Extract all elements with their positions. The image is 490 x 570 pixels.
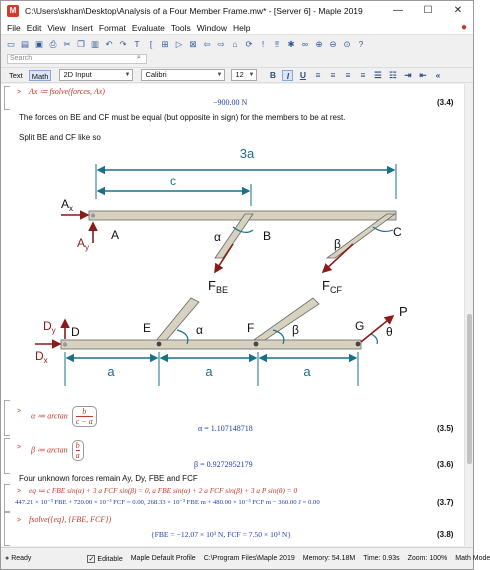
execute-all-icon[interactable]: ‼ bbox=[274, 39, 280, 49]
bullet-list-icon[interactable]: ☰ bbox=[374, 69, 382, 80]
chevron-down-icon: ▼ bbox=[216, 72, 223, 78]
eq1-label: (3.4) bbox=[437, 98, 454, 107]
prompt-2 bbox=[17, 406, 21, 415]
menu-insert[interactable]: Insert bbox=[71, 22, 93, 33]
back-icon[interactable]: ⇦ bbox=[203, 39, 211, 49]
group-bracket bbox=[4, 438, 10, 474]
fsolve-input[interactable]: fsolve({eq}, {FBE, FCF}) bbox=[29, 515, 112, 524]
chevron-down-icon: ▼ bbox=[248, 72, 255, 78]
forward-icon[interactable]: ⇨ bbox=[217, 39, 225, 49]
worksheet bbox=[1, 84, 464, 546]
font-value: Calibri bbox=[145, 70, 167, 79]
text-mode-toggle[interactable]: Text bbox=[9, 70, 23, 80]
execute-icon[interactable]: ▷ bbox=[175, 39, 183, 49]
label-a: A bbox=[111, 228, 120, 242]
text-t-icon[interactable]: T bbox=[134, 39, 140, 49]
beta-lhs: β ≔ arctan bbox=[31, 445, 68, 455]
status-path: C:\Program Files\Maple 2019 bbox=[203, 555, 295, 562]
beta-input[interactable] bbox=[31, 440, 84, 461]
bracket-icon[interactable]: [ bbox=[149, 39, 153, 49]
font-size-select[interactable] bbox=[231, 69, 257, 81]
menu-tools[interactable]: Tools bbox=[170, 22, 191, 33]
member-cf-lower bbox=[251, 298, 319, 344]
minimize-button[interactable]: — bbox=[393, 5, 403, 16]
main-toolbar bbox=[1, 35, 473, 53]
dim-c-label: c bbox=[170, 174, 176, 188]
pin-g bbox=[356, 342, 361, 347]
cut-icon[interactable]: ✂ bbox=[63, 39, 71, 49]
chevron-down-icon: ▼ bbox=[124, 72, 131, 78]
underline-button[interactable]: U bbox=[299, 69, 307, 80]
open-icon[interactable]: ▤ bbox=[20, 39, 30, 49]
frame-diagram-lower bbox=[1, 284, 464, 412]
redo-icon[interactable]: ↷ bbox=[119, 39, 127, 49]
paste-icon[interactable]: ▥ bbox=[90, 39, 100, 49]
home-icon[interactable]: ⌂ bbox=[232, 39, 238, 49]
beta-top-label: β bbox=[334, 237, 341, 251]
prompt-5 bbox=[17, 515, 21, 524]
pin-e bbox=[157, 342, 162, 347]
maple-app-icon: M bbox=[7, 5, 19, 17]
beta-result: β = 0.9272952179 bbox=[194, 460, 253, 469]
eq-result: 447.21 × 10⁻³ FBE + 720.00 × 10⁻³ FCF = 0.00, 268.33 × 10⁻³ FBE m + 480.00 × 10⁻³ FCF m − 360.00 J = 0.00 bbox=[15, 499, 320, 506]
paragraph-1: The forces on BE and CF must be equal (but opposite in sign) for the members to be at rest. bbox=[19, 113, 346, 122]
title-bar bbox=[1, 1, 473, 21]
search-row bbox=[1, 53, 473, 65]
ay-label: $A_y$ bbox=[77, 236, 90, 252]
alpha-label: (3.5) bbox=[437, 424, 454, 433]
insert-icon[interactable]: ⊞ bbox=[161, 39, 169, 49]
zoom-in-icon[interactable]: ⊕ bbox=[315, 39, 323, 49]
align-right-icon[interactable]: ≡ bbox=[345, 69, 351, 80]
group-bracket bbox=[4, 86, 10, 110]
pin-d bbox=[63, 342, 67, 346]
status-time: Time: 0.93s bbox=[363, 555, 400, 562]
maple-leaf-icon: ● bbox=[460, 22, 467, 33]
alpha-fraction bbox=[72, 406, 97, 427]
paragraph-3: Four unknown forces remain Ay, Dy, FBE and FCF bbox=[19, 474, 198, 483]
label-c: C bbox=[393, 225, 402, 239]
eq1-result: −900.00 N bbox=[213, 98, 248, 107]
new-icon[interactable]: ▭ bbox=[6, 39, 16, 49]
eq-label: (3.7) bbox=[437, 498, 454, 507]
menu-evaluate[interactable]: Evaluate bbox=[131, 22, 165, 33]
dy-label: $D_y$ bbox=[43, 319, 56, 335]
vertical-scrollbar[interactable] bbox=[464, 84, 473, 546]
label-d: D bbox=[71, 325, 80, 339]
fcf-label: $F_{CF}$ bbox=[322, 278, 342, 295]
member-cf-upper bbox=[327, 214, 395, 258]
window-controls bbox=[383, 1, 473, 21]
ax-label: $A_x$ bbox=[61, 197, 74, 213]
search-input[interactable]: Search bbox=[7, 54, 147, 64]
alpha-lhs: α ≔ arctan bbox=[31, 411, 68, 421]
status-profile: Maple Default Profile bbox=[130, 555, 196, 562]
close-button[interactable]: ✕ bbox=[453, 5, 463, 16]
prompt-icon: > bbox=[17, 488, 22, 495]
beta-label: (3.6) bbox=[437, 460, 454, 469]
prompt-1 bbox=[17, 87, 21, 96]
status-bar bbox=[1, 547, 490, 569]
print-icon[interactable]: ⎙ bbox=[49, 39, 57, 49]
menu-window[interactable]: Window bbox=[196, 22, 227, 33]
status-memory: Memory: 54.18M bbox=[302, 555, 356, 562]
menu-file[interactable]: File bbox=[7, 22, 21, 33]
member-be-lower bbox=[155, 298, 199, 344]
fsolve-label: (3.8) bbox=[437, 530, 454, 539]
input-mode-select[interactable] bbox=[59, 69, 133, 81]
bold-button[interactable]: B bbox=[269, 69, 277, 80]
zoom-out-icon[interactable]: ⊖ bbox=[329, 39, 337, 49]
prompt-icon: > bbox=[17, 517, 22, 524]
beam-defg bbox=[61, 340, 361, 349]
menu-help[interactable]: Help bbox=[233, 22, 251, 33]
ready-icon: ● bbox=[5, 555, 10, 562]
alpha-top-label: α bbox=[214, 230, 221, 244]
menu-view[interactable]: View bbox=[47, 22, 66, 33]
outdent-icon[interactable]: ⇤ bbox=[419, 69, 427, 80]
link-icon[interactable]: ∞ bbox=[301, 39, 309, 49]
beta-num: b bbox=[75, 441, 80, 450]
restart-icon[interactable]: ⟳ bbox=[245, 39, 253, 49]
status-zoom: Zoom: 100% bbox=[407, 555, 448, 562]
math-mode-toggle[interactable]: Math bbox=[29, 70, 52, 81]
menu-bar bbox=[1, 21, 473, 35]
check-icon: ✓ bbox=[88, 555, 95, 563]
dim-a-2: a bbox=[205, 364, 213, 379]
label-f: F bbox=[247, 321, 255, 335]
theta-label: θ bbox=[386, 325, 393, 339]
alpha-num: b bbox=[76, 407, 93, 417]
undo-icon[interactable]: ↶ bbox=[105, 39, 113, 49]
paragraph-2: Split BE and CF like so bbox=[19, 133, 101, 142]
menu-format[interactable]: Format bbox=[98, 22, 126, 33]
alpha-result: α = 1.107148718 bbox=[198, 424, 253, 433]
eq1-input[interactable]: Ax ≔ fsolve(forces, Ax) bbox=[29, 87, 105, 96]
search-icon[interactable]: ⌕ bbox=[137, 54, 141, 61]
font-size-value: 12 bbox=[235, 70, 244, 79]
beta-bottom-label: β bbox=[292, 323, 299, 337]
label-b: B bbox=[263, 229, 272, 243]
p-label: P bbox=[399, 304, 408, 319]
prompt-icon: > bbox=[17, 444, 22, 451]
pin-f bbox=[254, 342, 259, 347]
pin-a bbox=[91, 213, 95, 217]
indent-icon[interactable]: ⇥ bbox=[404, 69, 412, 80]
group-bracket bbox=[4, 512, 10, 546]
dim-a-1: a bbox=[107, 364, 115, 379]
align-center-icon[interactable]: ≡ bbox=[330, 69, 336, 80]
beta-fraction bbox=[72, 440, 84, 461]
align-left-icon[interactable]: ≡ bbox=[315, 69, 321, 80]
beta-den: a bbox=[75, 451, 80, 460]
prompt-icon: > bbox=[17, 89, 22, 96]
dx-label: $D_x$ bbox=[35, 349, 48, 365]
input-mode-value: 2D Input bbox=[63, 70, 92, 79]
stop-icon[interactable]: ⊠ bbox=[189, 39, 197, 49]
fsolve-result: {FBE = −12.07 × 10³ N, FCF = 7.50 × 10³ N} bbox=[151, 530, 292, 539]
font-select[interactable] bbox=[141, 69, 225, 81]
prompt-3 bbox=[17, 442, 21, 451]
status-ready: ● Ready bbox=[5, 555, 32, 562]
justify-icon[interactable]: ≡ bbox=[360, 69, 366, 80]
group-bracket bbox=[4, 484, 10, 512]
debug-icon[interactable]: ✱ bbox=[287, 39, 295, 49]
menu-edit[interactable]: Edit bbox=[26, 22, 42, 33]
alpha-den: c − a bbox=[75, 417, 93, 426]
group-bracket bbox=[4, 400, 10, 436]
editable-checkbox[interactable]: ✓ Editable bbox=[88, 555, 123, 563]
dim-a-3: a bbox=[303, 364, 311, 379]
maximize-button[interactable]: ☐ bbox=[423, 5, 433, 16]
eq-input[interactable]: eq ≔ c FBE sin(α) + 3 a FCF sin(β) = 0, a FBE sin(α) + 2 a FCF sin(β) + 3 a P sin(θ) = 0 bbox=[29, 486, 298, 495]
label-g: G bbox=[355, 319, 365, 333]
label-e: E bbox=[143, 321, 152, 335]
execute-section-icon[interactable]: ! bbox=[261, 39, 265, 49]
window-title: C:\Users\skhan\Desktop\Analysis of a Four Member Frame.mw* - [Server 6] - Maple 2019 bbox=[25, 6, 363, 16]
fbe-label: $F_{BE}$ bbox=[208, 278, 228, 295]
format-toolbar bbox=[1, 67, 473, 83]
help-icon[interactable]: ? bbox=[358, 39, 364, 49]
number-list-icon[interactable]: ☷ bbox=[389, 69, 397, 80]
dim-3a-label: 3a bbox=[239, 146, 255, 161]
copy-icon[interactable]: ❐ bbox=[77, 39, 85, 49]
alpha-input[interactable] bbox=[31, 406, 97, 427]
collapse-icon[interactable]: « bbox=[435, 69, 441, 80]
italic-button[interactable]: I bbox=[282, 70, 293, 81]
prompt-4 bbox=[17, 486, 21, 495]
alpha-bottom-label: α bbox=[196, 323, 203, 337]
prompt-icon: > bbox=[17, 408, 22, 415]
status-mode: Math Mode bbox=[455, 555, 490, 562]
scrollbar-thumb[interactable] bbox=[467, 314, 472, 464]
save-icon[interactable]: ▣ bbox=[34, 39, 44, 49]
zoom-fit-icon[interactable]: ⊙ bbox=[343, 39, 351, 49]
